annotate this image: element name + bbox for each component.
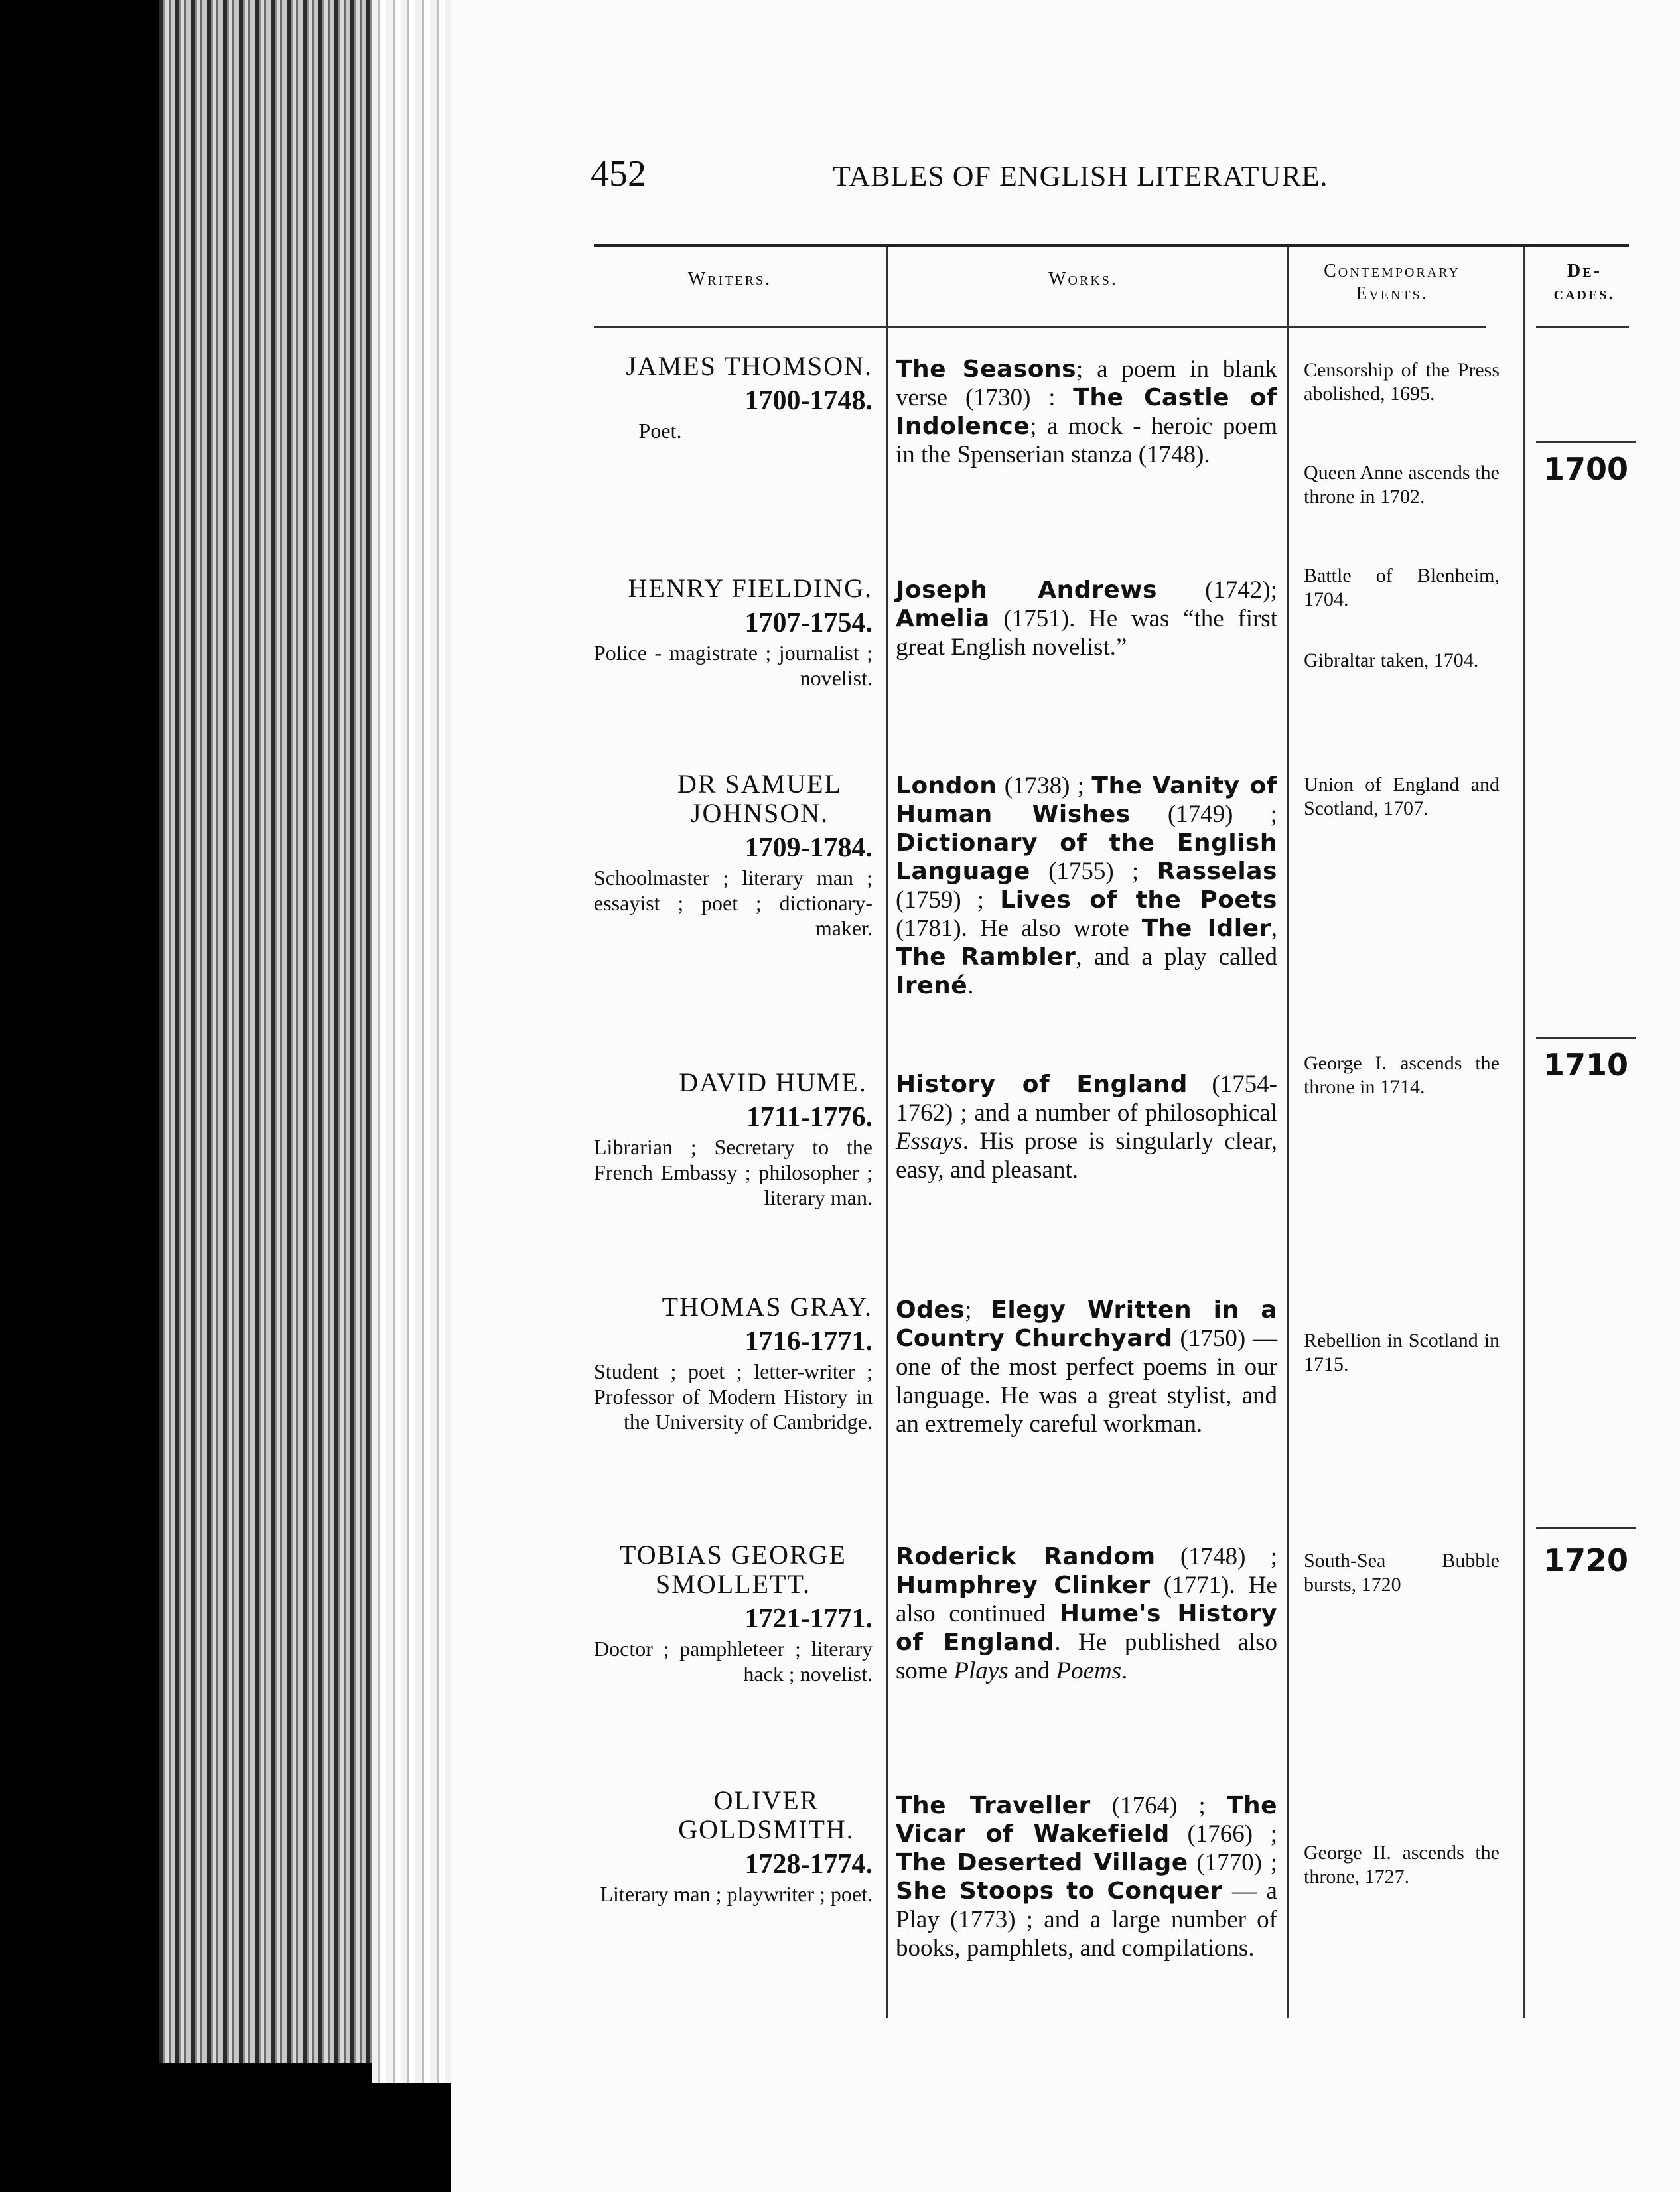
writer-entry: JAMES THOMSON. 1700-1748. Poet. (626, 351, 873, 443)
event-entry: George I. ascends the throne in 1714. (1304, 1052, 1500, 1098)
writer-entry: HENRY FIELDING. 1707-1754. Police - magistrate ; journalist ; novelist. (594, 573, 873, 690)
works-entry: Joseph Andrews (1742); Amelia (1751). He was “the first great English novelist.” (896, 577, 1277, 661)
works-entry: London (1738) ; The Vanity of Human Wishes (1749) ; Dictionary of the English Language (1755) ; Rasselas (1759) ; Lives of the Poets (1781). He also wrote The Idler, The Rambler, and a play called Irené. (896, 772, 1277, 999)
decade-label: 1710 (1543, 1047, 1629, 1083)
column-divider (886, 247, 888, 2018)
writer-entry: DAVID HUME. 1711-1776. Librarian ; Secretary to the French Embassy ; philosopher ; literary man. (594, 1067, 873, 1209)
event-entry: Censorship of the Press abolished, 1695. (1304, 359, 1500, 405)
decade-label: 1700 (1543, 451, 1629, 487)
decade-rule (1536, 1037, 1636, 1039)
decade-rule (1536, 1527, 1636, 1529)
table-top-rule (594, 244, 1629, 247)
event-entry: Battle of Blenheim, 1704. (1304, 565, 1500, 610)
works-entry: The Seasons; a poem in blank verse (1730) : The Castle of Indolence; a mock - heroic poem in the Spenserian stanza (1748). (896, 356, 1277, 468)
column-header-works: Works. (1048, 269, 1118, 289)
event-entry: Rebellion in Scotland in 1715. (1304, 1330, 1500, 1375)
event-entry: George II. ascends the throne, 1727. (1304, 1842, 1500, 1887)
book-page (451, 0, 1680, 2192)
column-header-events: Contemporary Events. (1324, 261, 1460, 304)
writer-entry: DR SAMUEL JOHNSON. 1709-1784. Schoolmaster ; literary man ; essayist ; poet ; dictionary-maker. (594, 769, 873, 940)
page-number: 452 (591, 153, 646, 194)
writer-entry: THOMAS GRAY. 1716-1771. Student ; poet ; letter-writer ; Professor of Modern History in the University of Cambridge. (594, 1292, 873, 1434)
event-entry: Queen Anne ascends the throne in 1702. (1304, 462, 1500, 508)
works-entry: The Traveller (1764) ; The Vicar of Wakefield (1766) ; The Deserted Village (1770) ; She Stoops to Conquer — a Play (1773) ; and a large number of books, pamphlets, and compilations. (896, 1792, 1277, 1962)
column-divider (1523, 247, 1525, 2018)
decade-rule (1536, 441, 1636, 443)
writer-entry: OLIVER GOLDSMITH. 1728-1774. Literary man ; playwriter ; poet. (600, 1785, 873, 1906)
works-entry: Roderick Random (1748) ; Humphrey Clinker (1771). He also continued Hume's History of England. He published also some Plays and Poems. (896, 1543, 1278, 1684)
column-divider (1287, 247, 1289, 2018)
writer-entry: TOBIAS GEORGE SMOLLETT. 1721-1771. Doctor ; pamphleteer ; literary hack ; novelist. (594, 1540, 873, 1686)
page-title: TABLES OF ENGLISH LITERATURE. (833, 160, 1328, 192)
decades-header-rule (1536, 326, 1629, 328)
column-header-rule (594, 326, 1486, 328)
column-header-writers: Writers. (687, 269, 772, 289)
works-entry: History of England (1754-1762) ; and a number of philosophical Essays. His prose is singularly clear, easy, and pleasant. (896, 1071, 1277, 1184)
column-header-decades: De- cades. (1553, 261, 1616, 304)
decade-label: 1720 (1543, 1542, 1629, 1578)
book-page-edges-inner (372, 0, 451, 2083)
works-entry: Odes; Elegy Written in a Country Churchyard (1750) —one of the most perfect poems in our language. He was a great stylist, and an extremely careful workman. (896, 1296, 1278, 1438)
event-entry: Union of England and Scotland, 1707. (1304, 774, 1500, 819)
event-entry: South-Sea Bubble bursts, 1720 (1304, 1550, 1500, 1596)
event-entry: Gibraltar taken, 1704. (1304, 650, 1479, 671)
